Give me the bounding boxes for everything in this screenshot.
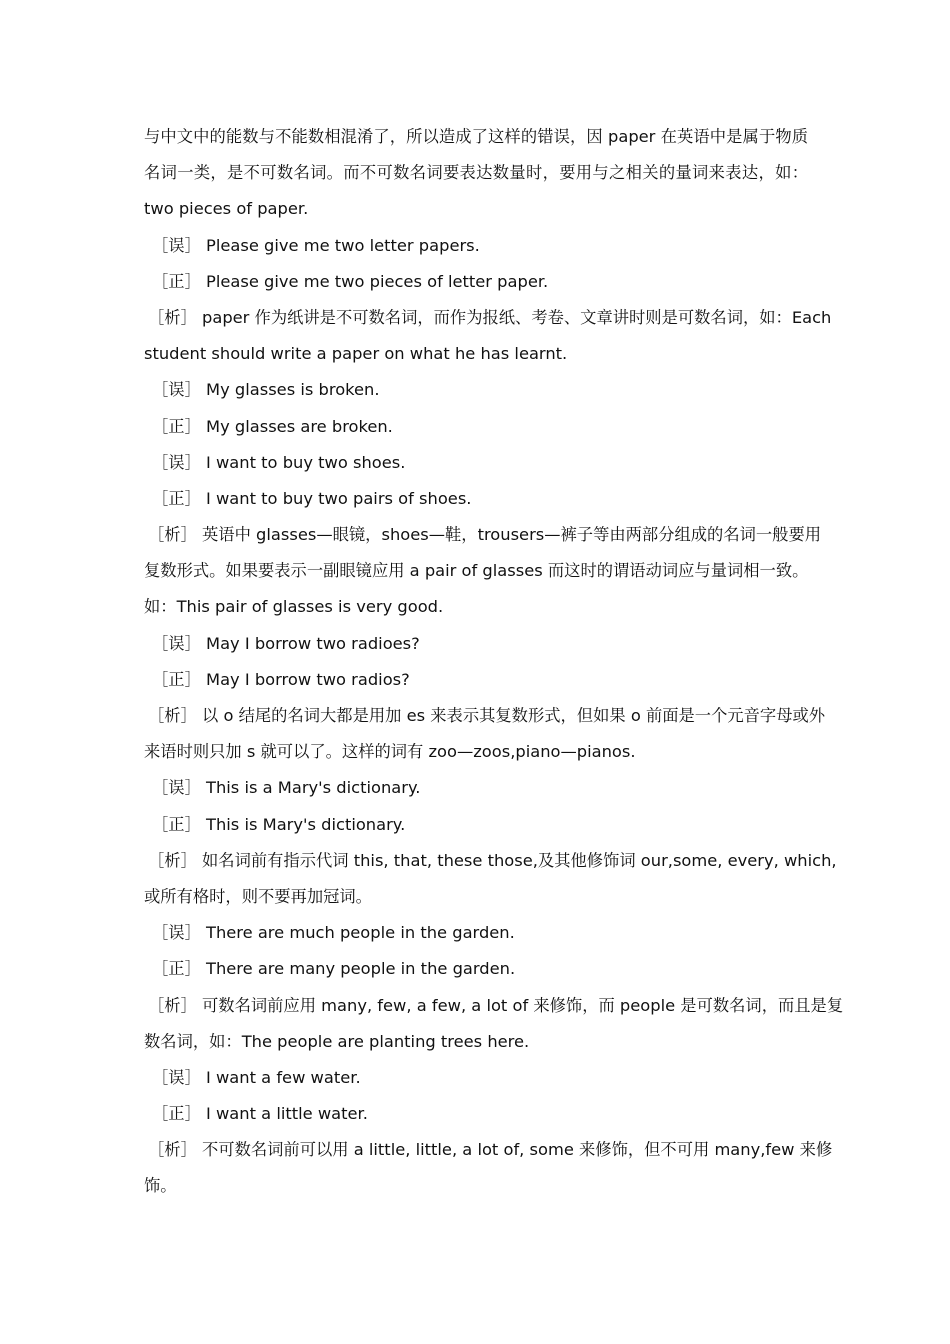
correct-example: ［正］ May I borrow two radios? [152,669,410,689]
wrong-example: ［误］ Please give me two letter papers. [152,235,480,255]
paragraph-line: 数名词，如：The people are planting trees here. [144,1031,530,1051]
paragraph-line: 如：This pair of glasses is very good. [144,597,444,617]
paragraph-line: 与中文中的能数与不能数相混淆了，所以造成了这样的错误，因 paper 在英语中是属于物质 [144,127,808,146]
wrong-example: ［误］ I want a few water. [152,1067,361,1087]
correct-example: ［正］ I want a little water. [152,1104,368,1124]
analysis-line: ［析］ paper 作为纸讲是不可数名词，而作为报纸、考卷、文章讲时则是可数名词，如：Each [148,307,832,327]
document-body [144,119,844,1205]
analysis-line: ［析］ 不可数名词前可以用 a little, little, a lot of, some 来修饰，但不可用 many,few 来修 [148,1140,833,1160]
correct-example: ［正］ There are many people in the garden. [152,959,516,979]
wrong-example: ［误］ This is a Mary's dictionary. [152,778,421,798]
wrong-example: ［误］ May I borrow two radioes? [152,633,420,653]
correct-example: ［正］ I want to buy two pairs of shoes. [152,488,472,508]
paragraph-line: 或所有格时，则不要再加冠词。 [144,886,372,906]
paragraph-line: 名词一类，是不可数名词。而不可数名词要表达数量时，要用与之相关的量词来表达，如： [144,163,808,183]
paragraph-line: 饰。 [144,1176,177,1196]
wrong-example: ［误］ I want to buy two shoes. [152,452,406,472]
analysis-line: ［析］ 如名词前有指示代词 this, that, these those,及其他修饰词 our,some, every, which, [148,850,837,870]
analysis-line: ［析］ 以 o 结尾的名词大都是用加 es 来表示其复数形式，但如果 o 前面是一个元音字母或外 [148,706,826,725]
paragraph-line: two pieces of paper. [144,199,309,219]
correct-example: ［正］ This is Mary's dictionary. [152,814,406,834]
analysis-line: ［析］ 英语中 glasses—眼镜，shoes—鞋，trousers—裤子等由两部分组成的名词一般要用 [148,525,822,545]
paragraph-line: 来语时则只加 s 就可以了。这样的词有 zoo—zoos,piano—pianos. [144,742,636,762]
correct-example: ［正］ My glasses are broken. [152,416,393,436]
wrong-example: ［误］ My glasses is broken. [152,380,380,400]
correct-example: ［正］ Please give me two pieces of letter paper. [152,271,549,291]
wrong-example: ［误］ There are much people in the garden. [152,923,515,943]
paragraph-line: student should write a paper on what he has learnt. [144,344,568,364]
analysis-line: ［析］ 可数名词前应用 many, few, a few, a lot of 来修饰，而 people 是可数名词，而且是复 [148,995,844,1015]
paragraph-line: 复数形式。如果要表示一副眼镜应用 a pair of glasses 而这时的谓语动词应与量词相一致。 [144,561,809,581]
